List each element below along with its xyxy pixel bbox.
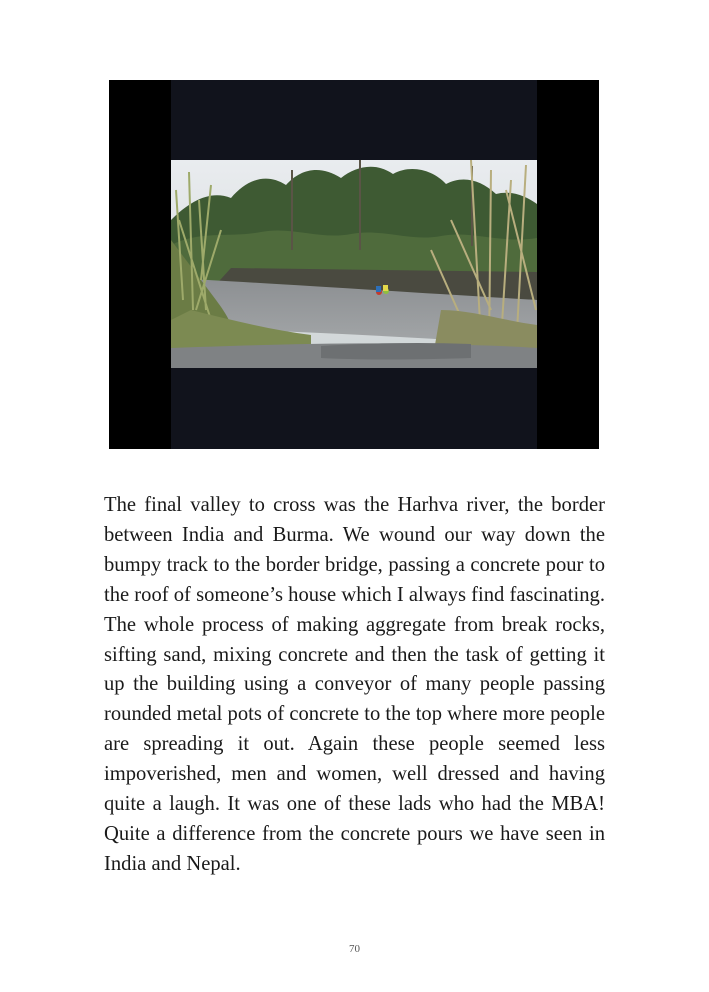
video-still-panel: [171, 80, 537, 449]
photo-frame: [109, 80, 599, 449]
body-paragraph: The final valley to cross was the Harhva river, the border between India and Burma. We wound our way down the bumpy track to the border bridge, passing a concrete pour to the roof of someone’s house which I always find fascinating. The whole process of making aggregate from break rocks, sifting sand, mixing concrete and then the task of getting it up the building using a conveyor of many people passing rounded metal pots of concrete to the top where more people are spreading it out. Again these people seemed less impoverished, men and women, well dressed and having quite a laugh. It was one of these lads who had the MBA! Quite a difference from the concrete pours we have seen in India and Nepal.: [104, 494, 605, 875]
page-number: 70: [349, 943, 360, 955]
road-scene-photo: [171, 160, 537, 368]
